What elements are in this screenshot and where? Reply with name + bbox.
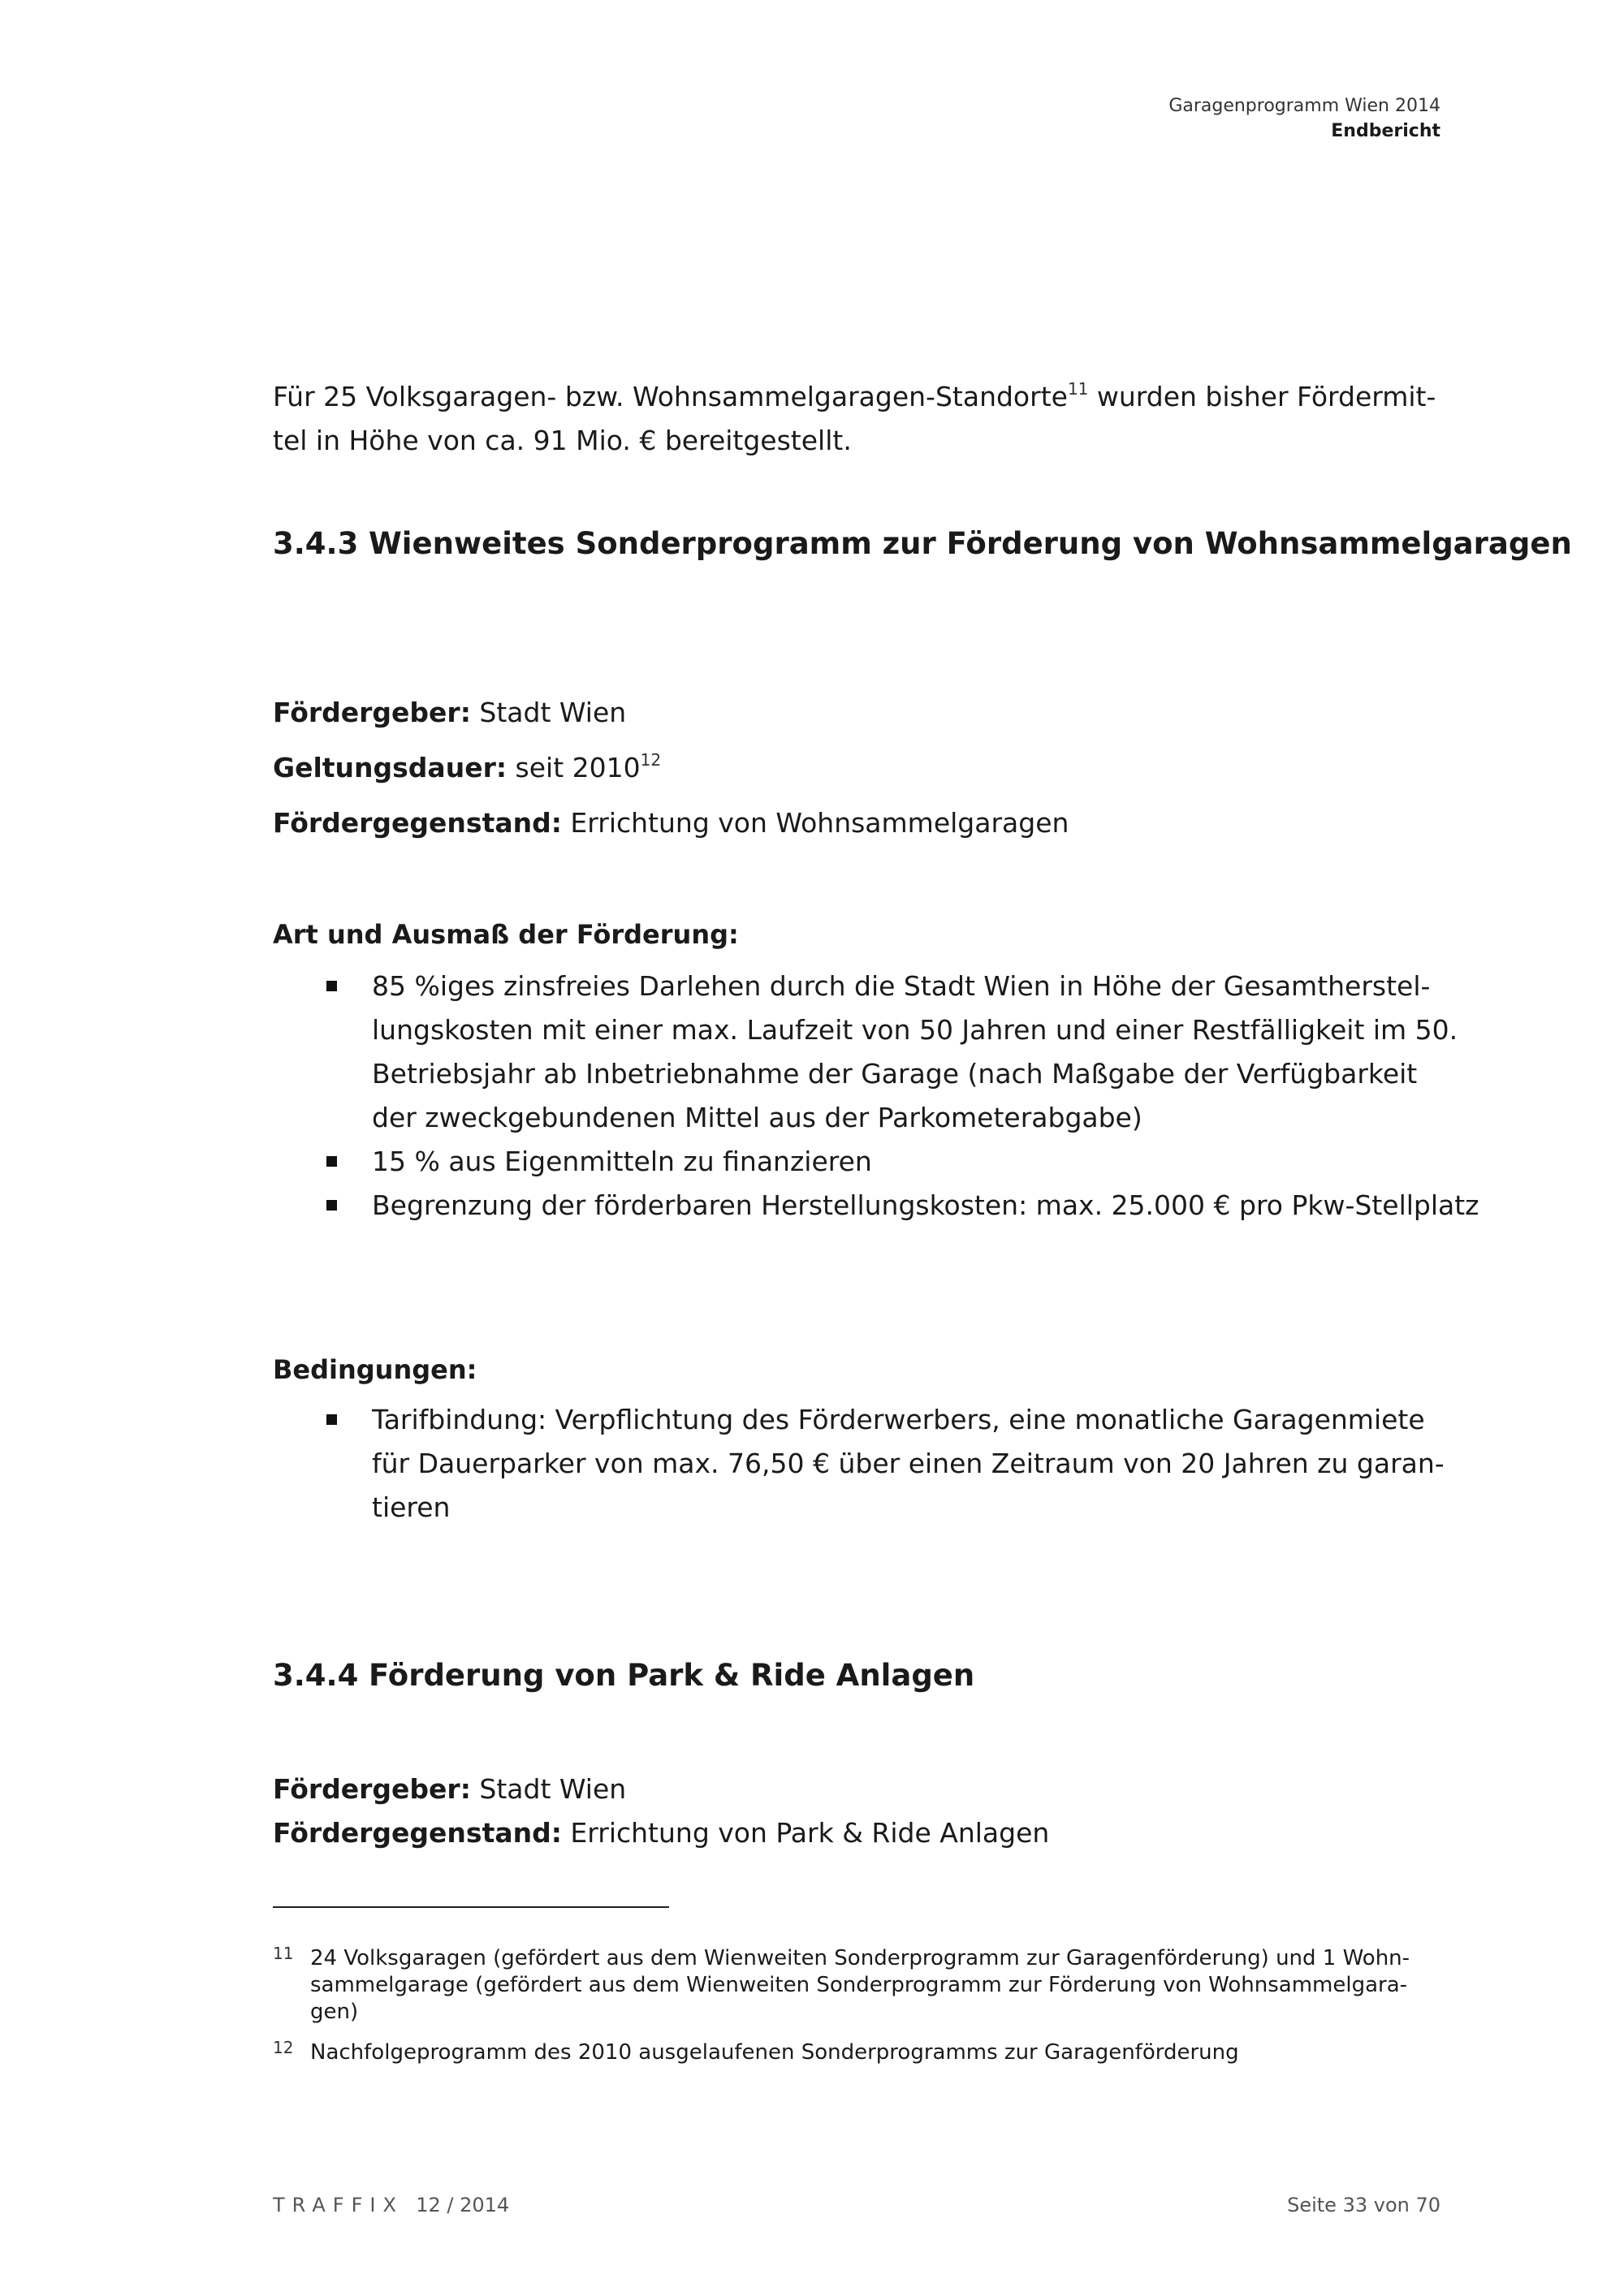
page-footer-left (273, 2194, 509, 2216)
bullet-square-icon (326, 1200, 337, 1211)
field-value: Stadt Wien (470, 1773, 627, 1805)
field-value: Errichtung von Park & Ride Anlagen (561, 1817, 1050, 1849)
running-header-title: Garagenprogramm Wien 2014 (1168, 96, 1440, 116)
section-title: Förderung von Park & Ride Anlagen (369, 1658, 975, 1693)
footnote-11 (273, 1945, 1450, 2026)
footnote-separator (273, 1906, 669, 1908)
subheading-art-und-ausmass: Art und Ausmaß der Förderung: (273, 919, 739, 950)
list-item: 15 % aus Eigenmitteln zu finanzieren (320, 1140, 1457, 1184)
footnote-12 (273, 2039, 1450, 2066)
bullet-list-art (320, 965, 1479, 1228)
footer-date: 12 / 2014 (416, 2194, 510, 2216)
field-foerdergegenstand (273, 807, 1069, 839)
footnote-number: 11 (273, 1944, 294, 1963)
footer-brand: TRAFFIX (273, 2194, 404, 2216)
field-value: Stadt Wien (470, 697, 627, 728)
field-foerdergeber-344 (273, 1773, 626, 1805)
field-label: Fördergeber: (273, 697, 471, 728)
footnote-number: 12 (273, 2038, 294, 2057)
field-foerdergeber (273, 697, 626, 728)
bullet-square-icon (326, 981, 337, 991)
list-item: Begrenzung der förderbaren Herstellungskosten: max. 25.000 € pro Pkw-Stellplatz (320, 1184, 1457, 1228)
field-label: Fördergegenstand: (273, 807, 562, 839)
intro-line-1: Für 25 Volksgaragen- bzw. Wohnsammelgaragen-Standorte$^{11}$ wurden bisher Fördermit- (273, 379, 1436, 412)
page-number: Seite 33 von 70 (1287, 2194, 1440, 2216)
footnote-ref-11[interactable]: 11 (1067, 379, 1089, 399)
bullet-square-icon (326, 1414, 337, 1425)
list-item: 85 %iges zinsfreies Darlehen durch die Stadt Wien in Höhe der Gesamtherstel- lungskosten mit einer max. Laufzeit von 50 Jahren und einer Restfälligkeit im 50. Betriebsjahr ab Inbetriebnahme der Garage (nach Maßgabe der Verfügbarkeit der zweckgebundenen Mittel aus der Parkometerabgabe) (320, 965, 1457, 1140)
section-number: 3.4.4 (273, 1658, 359, 1693)
field-label: Fördergeber: (273, 1773, 471, 1805)
field-value: seit 2010 (507, 752, 641, 783)
section-number: 3.4.3 (273, 526, 359, 561)
intro-line-2: tel in Höhe von ca. 91 Mio. € bereitgestellt. (273, 425, 852, 456)
section-title: Wienweites Sonderprogramm zur Förderung von Wohnsammelgaragen (369, 526, 1572, 561)
bullet-list-bedingungen (320, 1398, 1457, 1530)
subheading-bedingungen: Bedingungen: (273, 1354, 477, 1385)
field-foerdergegenstand-344 (273, 1817, 1049, 1849)
field-label: Fördergegenstand: (273, 1817, 562, 1849)
field-label: Geltungsdauer: (273, 752, 508, 783)
footnote-text: Nachfolgeprogramm des 2010 ausgelaufenen Sonderprogramms zur Garagenförderung (310, 2040, 1239, 2065)
section-heading-3-4-4 (273, 1658, 974, 1693)
intro-paragraph (273, 375, 1442, 463)
footnote-text: 24 Volksgaragen (gefördert aus dem Wienweiten Sonderprogramm zur Garagenförderung) und 1 Wohn- sammelgarage (gefördert aus dem Wienweiten Sonderprogramm zur Förderung von Wohnsammelgara- gen) (310, 1946, 1410, 2024)
field-geltungsdauer (273, 752, 661, 783)
footnote-ref-12[interactable]: 12 (640, 750, 662, 770)
field-value: Errichtung von Wohnsammelgaragen (561, 807, 1069, 839)
bullet-square-icon (326, 1156, 337, 1167)
list-item: Tarifbindung: Verpflichtung des Förderwerbers, eine monatliche Garagenmiete für Dauerparker von max. 76,50 € über einen Zeitraum von 20 Jahren zu garan- tieren (320, 1398, 1457, 1530)
running-header-subtitle: Endbericht (1331, 121, 1440, 141)
section-heading-3-4-3 (273, 526, 1572, 561)
